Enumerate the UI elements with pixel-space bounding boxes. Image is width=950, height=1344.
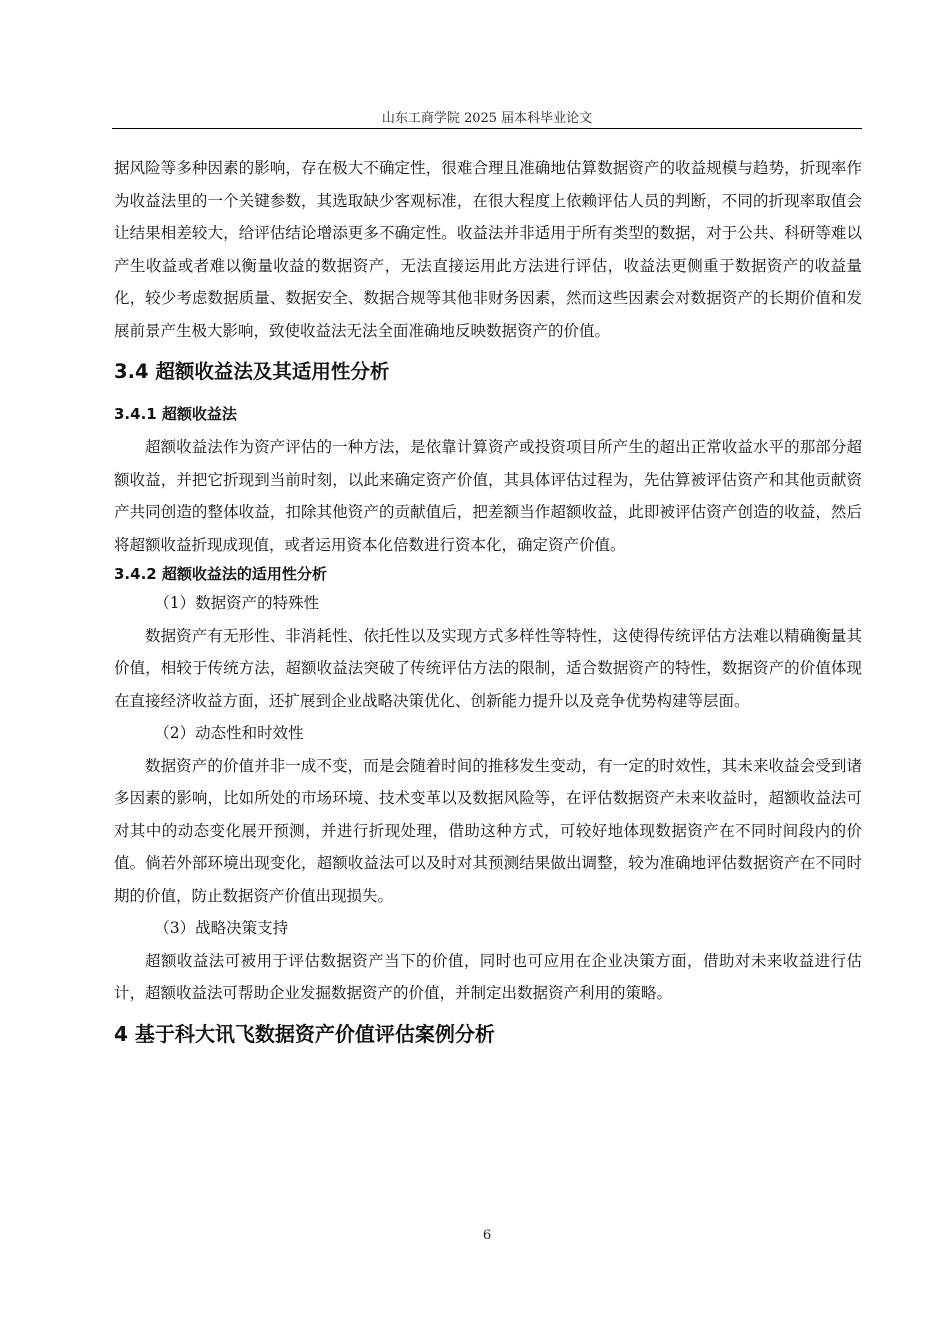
body-paragraph: 数据资产有无形性、非消耗性、依托性以及实现方式多样性等特性，这使得传统评估方法难以精确衡量其价值，相较于传统方法，超额收益法突破了传统评估方法的限制，适合数据资产的特性，数据资产的价值体现在直接经济收益方面，还扩展到企业战略决策优化、创新能力提升以及竞争优势构建等层面。 [114, 626, 862, 710]
page-body [114, 152, 862, 1058]
body-paragraph: 超额收益法作为资产评估的一种方法，是依靠计算资产或投资项目所产生的超出正常收益水平的那部分超额收益，并把它折现到当前时刻，以此来确定资产价值，其具体评估过程为，先估算被评估资产和其他贡献资产共同创造的整体收益，扣除其他资产的贡献值后，把差额当作超额收益，此即被评估资产创造的收益，然后将超额收益折现成现值，或者运用资本化倍数进行资本化，确定资产价值。 [114, 438, 862, 554]
subsection-heading-3-4-1: 3.4.1 超额收益法 [114, 405, 237, 423]
chapter-heading-4: 4 基于科大讯飞数据资产价值评估案例分析 [114, 1021, 495, 1046]
section-heading-3-4: 3.4 超额收益法及其适用性分析 [114, 360, 390, 383]
running-header: 山东工商学院 2025 届本科毕业论文 [381, 111, 593, 126]
list-item-label: （3）战略决策支持 [154, 919, 289, 937]
list-item-label: （1）数据资产的特殊性 [154, 594, 320, 612]
list-item-label: （2）动态性和时效性 [154, 724, 304, 742]
intro-paragraph: 据风险等多种因素的影响，存在极大不确定性，很难合理且准确地估算数据资产的收益规模与趋势，折现率作为收益法里的一个关键参数，其选取缺少客观标准，在很大程度上依赖评估人员的判断，不同的折现率取值会让结果相差较大，给评估结论增添更多不确定性。收益法并非适用于所有类型的数据，对于公共、科研等难以产生收益或者难以衡量收益的数据资产，无法直接运用此方法进行评估，收益法更侧重于数据资产的收益量化，较少考虑数据质量、数据安全、数据合规等其他非财务因素，然而这些因素会对数据资产的长期价值和发展前景产生极大影响，致使收益法无法全面准确地反映数据资产的价值。 [114, 159, 862, 340]
header-divider [112, 128, 862, 129]
subsection-heading-3-4-2: 3.4.2 超额收益法的适用性分析 [114, 565, 327, 583]
body-paragraph: 数据资产的价值并非一成不变，而是会随着时间的推移发生变动，有一定的时效性，其未来收益会受到诸多因素的影响，比如所处的市场环境、技术变革以及数据风险等，在评估数据资产未来收益时，超额收益法可对其中的动态变化展开预测，并进行折现处理，借助这种方式，可较好地体现数据资产在不同时间段内的价值。倘若外部环境出现变化，超额收益法可以及时对其预测结果做出调整，较为准确地评估数据资产在不同时期的价值，防止数据资产价值出现损失。 [114, 756, 862, 905]
page-number: 6 [482, 1228, 492, 1243]
body-paragraph: 超额收益法可被用于评估数据资产当下的价值，同时也可应用在企业决策方面，借助对未来收益进行估计，超额收益法可帮助企业发掘数据资产的价值，并制定出数据资产利用的策略。 [114, 951, 862, 1002]
